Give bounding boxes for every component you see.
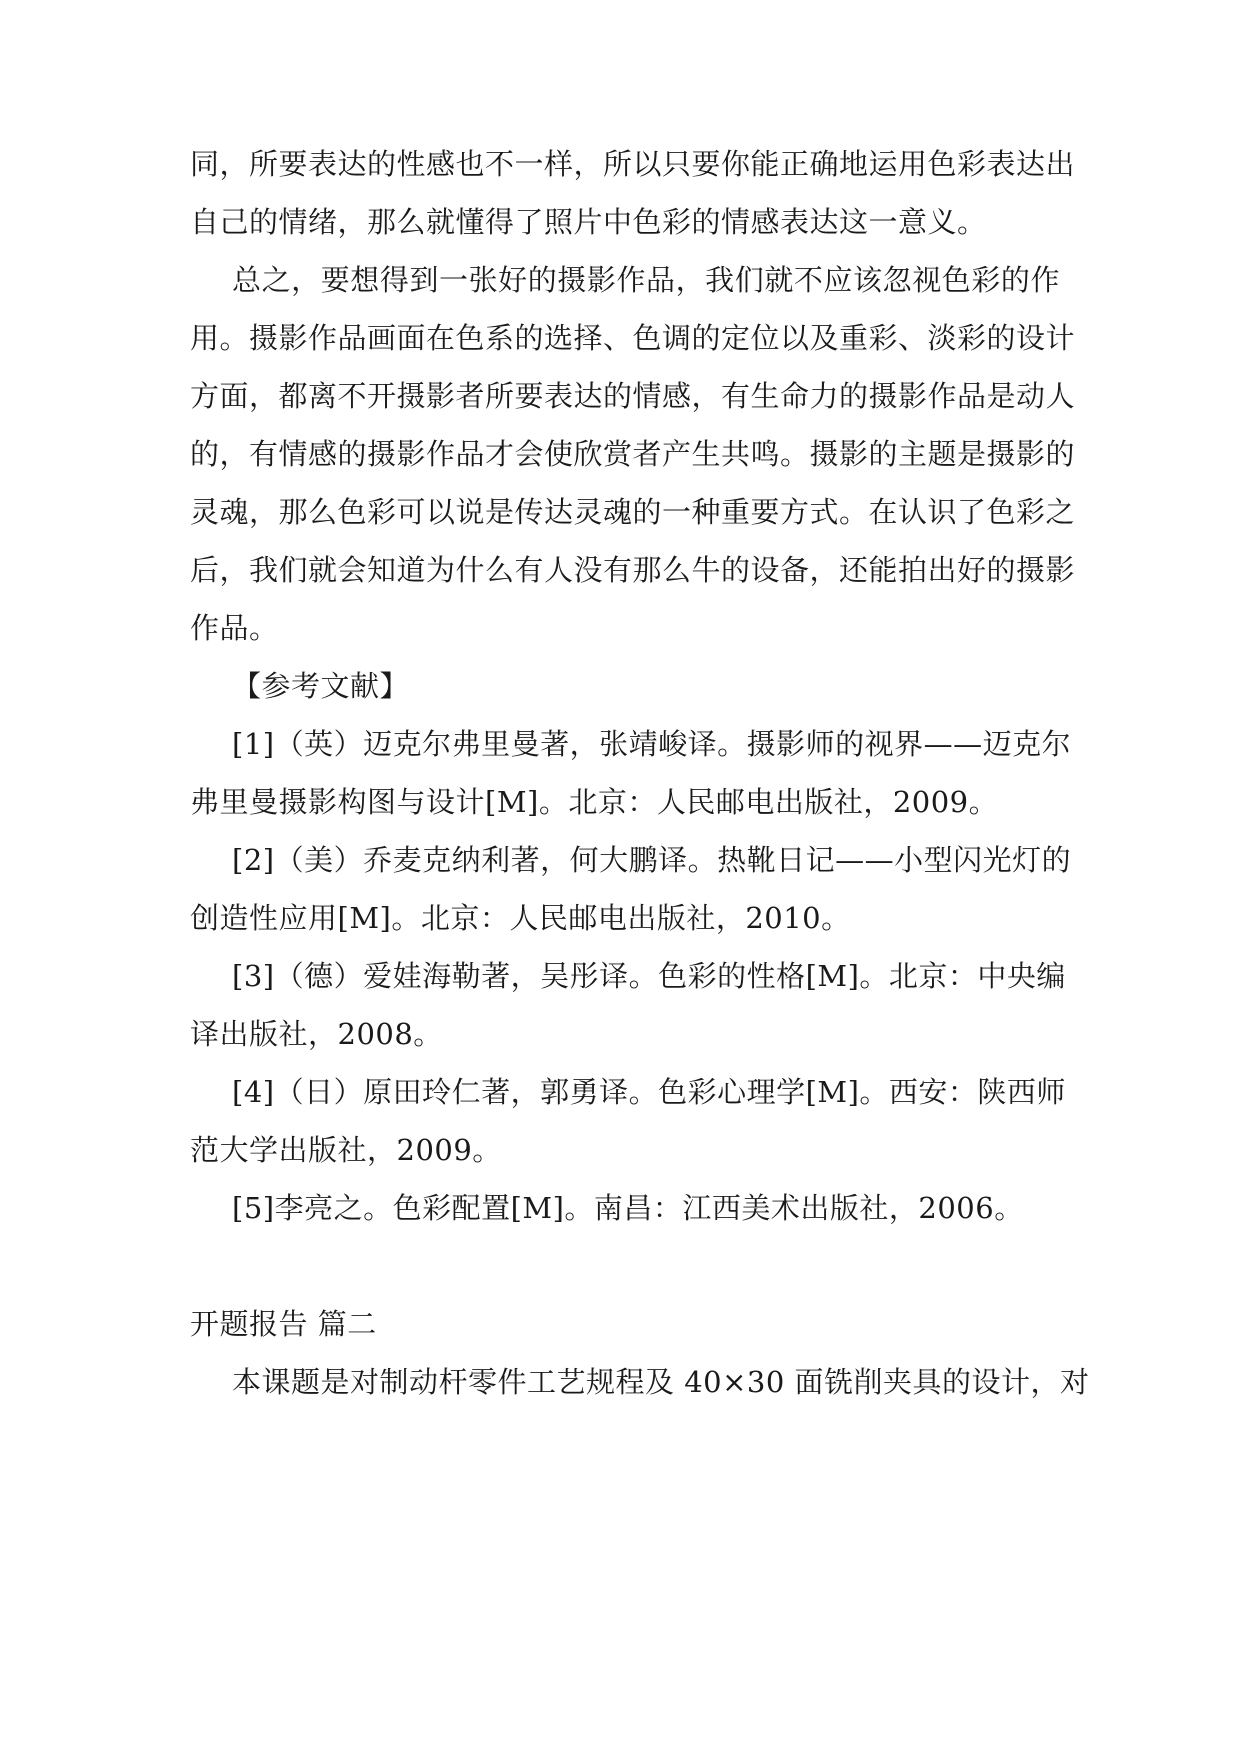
paragraph-line: 自己的情绪，那么就懂得了照片中色彩的情感表达这一意义。: [190, 205, 987, 239]
paragraph-line: 本课题是对制动杆零件工艺规程及 40×30 面铣削夹具的设计，对: [232, 1365, 1090, 1399]
reference-line: 弗里曼摄影构图与设计[M]。北京：人民邮电出版社，2009。: [190, 785, 999, 819]
paragraph-line: 作品。: [190, 611, 279, 645]
paragraph-line: 方面，都离不开摄影者所要表达的情感，有生命力的摄影作品是动人: [190, 379, 1076, 413]
paragraph-line: 总之，要想得到一张好的摄影作品，我们就不应该忽视色彩的作: [232, 263, 1060, 297]
reference-line: [5]李亮之。色彩配置[M]。南昌：江西美术出版社，2006。: [232, 1191, 1024, 1225]
reference-line: 创造性应用[M]。北京：人民邮电出版社，2010。: [190, 901, 851, 935]
paragraph-line: 用。摄影作品画面在色系的选择、色调的定位以及重彩、淡彩的设计: [190, 321, 1076, 355]
reference-line: [2]（美）乔麦克纳利著，何大鹏译。热靴日记——小型闪光灯的: [232, 843, 1072, 877]
reference-line: 译出版社，2008。: [190, 1017, 443, 1051]
paragraph-line: 后，我们就会知道为什么有人没有那么牛的设备，还能拍出好的摄影: [190, 553, 1076, 587]
reference-line: 范大学出版社，2009。: [190, 1133, 502, 1167]
paragraph-line: 灵魂，那么色彩可以说是传达灵魂的一种重要方式。在认识了色彩之: [190, 495, 1076, 529]
reference-line: [4]（日）原田玲仁著，郭勇译。色彩心理学[M]。西安：陕西师: [232, 1075, 1066, 1109]
references-heading: 【参考文献】: [232, 669, 410, 703]
reference-line: [1]（英）迈克尔弗里曼著，张靖峻译。摄影师的视界——迈克尔: [232, 727, 1072, 761]
paragraph-line: 的，有情感的摄影作品才会使欣赏者产生共鸣。摄影的主题是摄影的: [190, 437, 1076, 471]
section-title: 开题报告 篇二: [190, 1307, 377, 1341]
paragraph-line: 同，所要表达的性感也不一样，所以只要你能正确地运用色彩表达出: [190, 147, 1076, 181]
reference-line: [3]（德）爱娃海勒著，吴彤译。色彩的性格[M]。北京：中央编: [232, 959, 1066, 993]
